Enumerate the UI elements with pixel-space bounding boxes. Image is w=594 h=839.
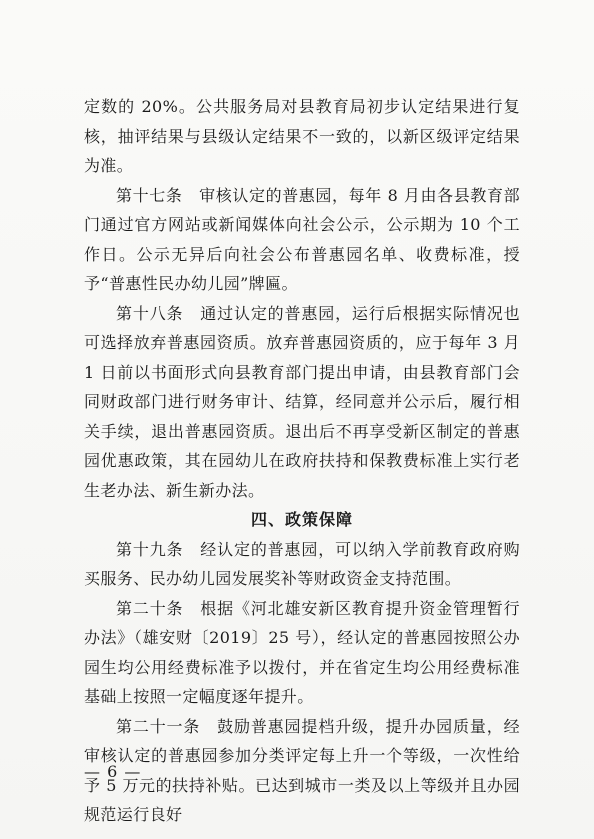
section-heading: 四、政策保障 [250,510,353,529]
document-body [84,92,520,830]
paragraph-article-18: 第十八条 通过认定的普惠园，运行后根据实际情况也可选择放弃普惠园资质。放弃普惠园资质的，应于每年 3 月 1 日前以书面形式向县教育部门提出申请，由县教育部门会同财政部门进行财务审计、结算，经同意并公示后，履行相关手续，退出普惠园资质。退出后不再享受新区制定的普惠园优惠政策，其在园幼儿在政府扶持和保教费标准上实行老生老办法、新生新办法。 [84,303,520,500]
page-number: — 6 — [84,762,142,781]
paragraph-article-20: 第二十条 根据《河北雄安新区教育提升资金管理暂行办法》（雄安财〔2019〕25 号），经认定的普惠园按照公办园生均公用经费标准予以拨付，并在省定生均公用经费标准基础上按照一定幅度逐年提升。 [84,598,520,706]
paragraph-article-17: 第十七条 审核认定的普惠园，每年 8 月由各县教育部门通过官方网站或新闻媒体向社会公示，公示期为 10 个工作日。公示无异后向社会公布普惠园名单、收费标准，授予“普惠性民办幼儿园”牌匾。 [84,185,520,293]
paragraph-continuation: 定数的 20%。公共服务局对县教育局初步认定结果进行复核，抽评结果与县级认定结果不一致的，以新区级评定结果为准。 [84,97,520,175]
paragraph-article-19: 第十九条 经认定的普惠园，可以纳入学前教育政府购买服务、民办幼儿园发展奖补等财政资金支持范围。 [84,539,520,588]
paragraph-article-21: 第二十一条 鼓励普惠园提档升级，提升办园质量，经审核认定的普惠园参加分类评定每上升一个等级，一次性给予 5 万元的扶持补贴。已达到城市一类及以上等级并且办园规范运行良好 [84,716,520,824]
